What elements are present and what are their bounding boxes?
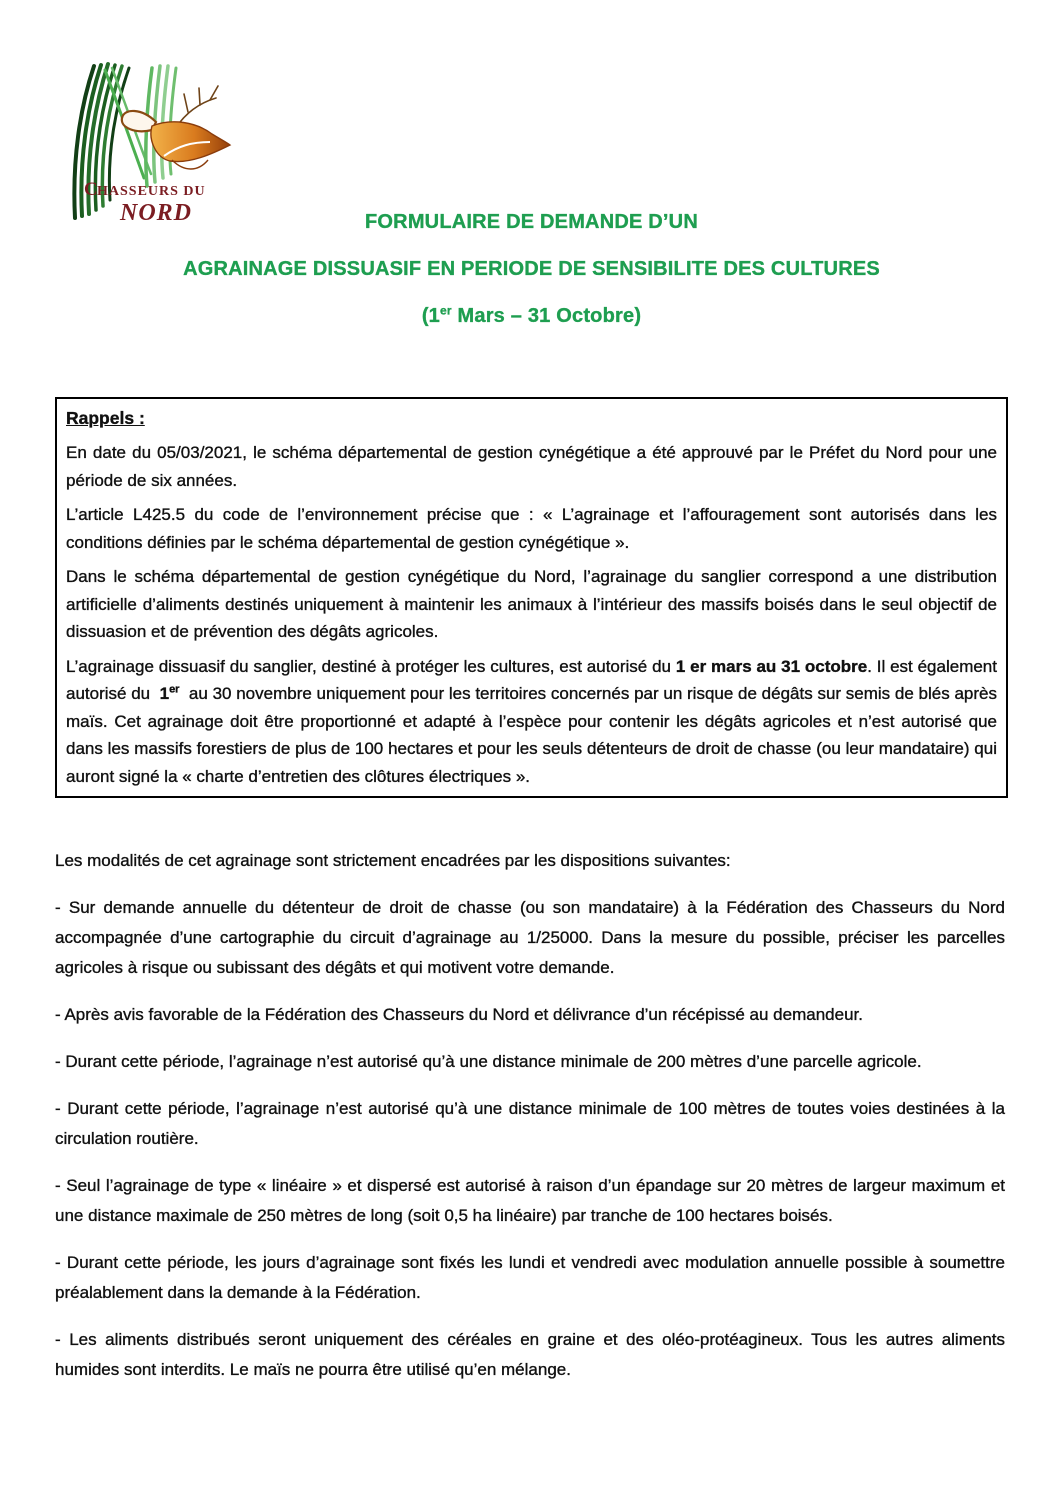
page-title: FORMULAIRE DE DEMANDE D’UN (365, 211, 698, 233)
modalites-item-6: - Durant cette période, les jours d’agrainage sont fixés les lundi et vendredi avec modulation annuelle possible à soumettre préalablement dans la demande à la Fédération. (55, 1253, 1005, 1302)
svg-text:C: C (84, 179, 98, 200)
rappels-paragraph-2: L’article L425.5 du code de l’environnement précise que : « L’agrainage et l’affouragement sont autorisés dans les conditions définies par le schéma départemental de gestion cynégétique ». (66, 505, 997, 552)
svg-text:HASSEURS DU: HASSEURS DU (97, 184, 206, 199)
logo-chasseurs-du-nord (60, 60, 250, 228)
bold-date-range: 1 er mars au 31 octobre (675, 656, 868, 676)
logo-graphic (60, 60, 250, 228)
rappels-heading: Rappels : (66, 408, 145, 428)
svg-text:NORD: NORD (120, 200, 193, 226)
bold-date-1er: 1er (159, 683, 180, 703)
modalites-item-4: - Durant cette période, l’agrainage n’est autorisé qu’à une distance minimale de 100 mètres de toutes voies destinées à la circulation routière. (55, 1099, 1005, 1148)
modalites-intro: Les modalités de cet agrainage sont strictement encadrées par les dispositions suivantes: (55, 851, 731, 870)
modalites-item-7: - Les aliments distribués seront uniquement des céréales en graine et des oléo-protéagineux. Tous les autres aliments humides sont interdits. Le maïs ne pourra être utilisé qu’en mélange. (55, 1330, 1005, 1379)
superscript-er: er (440, 303, 452, 318)
title-date-range: (1er Mars – 31 Octobre) (421, 303, 642, 327)
rappels-paragraph-4: L’agrainage dissuasif du sanglier, destiné à protéger les cultures, est autorisé du 1 er mars au 31 octobre. Il est également autorisé du 1er au 30 novembre uniquement pour les territoires concernés par un risque de dégâts sur semis de blés après maïs. Cet agrainage doit être proportionné et adapté à l’espèce pour contenir les dégâts agricoles et n’est autorisé que dans les massifs forestiers de plus de 100 hectares et pour les seuls détenteurs de droit de chasse (ou leur mandataire) qui auront signé la « charte d’entretien des clôtures électriques ». (66, 656, 997, 786)
modalites-item-5: - Seul l’agrainage de type « linéaire » et dispersé est autorisé à raison d’un épandage sur 20 mètres de largeur maximum et une distance maximale de 250 mètres de long (soit 0,5 ha linéaire) par tranche de 100 hectares boisés. (55, 1176, 1005, 1225)
modalites-section (55, 846, 1005, 1402)
deer-icon (122, 86, 230, 169)
modalites-item-1: - Sur demande annuelle du détenteur de droit de chasse (ou son mandataire) à la Fédération des Chasseurs du Nord accompagnée d’une cartographie du circuit d’agrainage au 1/25000. Dans la mesure du possible, préciser les parcelles agricoles à risque ou subissant des dégâts et qui motivent votre demande. (55, 898, 1005, 977)
rappels-paragraph-1: En date du 05/03/2021, le schéma départemental de gestion cynégétique a été approuvé par le Préfet du Nord pour une période de six années. (66, 443, 997, 490)
page-subtitle: AGRAINAGE DISSUASIF EN PERIODE DE SENSIBILITE DES CULTURES (183, 258, 880, 280)
rappels-box (55, 397, 1008, 798)
document-title-block (55, 212, 1008, 353)
modalites-item-3: - Durant cette période, l’agrainage n’est autorisé qu’à une distance minimale de 200 mètres d’une parcelle agricole. (55, 1052, 922, 1071)
modalites-item-2: - Après avis favorable de la Fédération des Chasseurs du Nord et délivrance d’un récépissé au demandeur. (55, 1005, 863, 1024)
rappels-paragraph-3: Dans le schéma départemental de gestion cynégétique du Nord, l’agrainage du sanglier correspond a une distribution artificielle d’aliments destinés uniquement à maintenir les animaux à l’intérieur des massifs boisés dans le seul objectif de dissuasion et de prévention des dégâts agricoles. (66, 567, 997, 641)
superscript-er: er (169, 683, 180, 696)
